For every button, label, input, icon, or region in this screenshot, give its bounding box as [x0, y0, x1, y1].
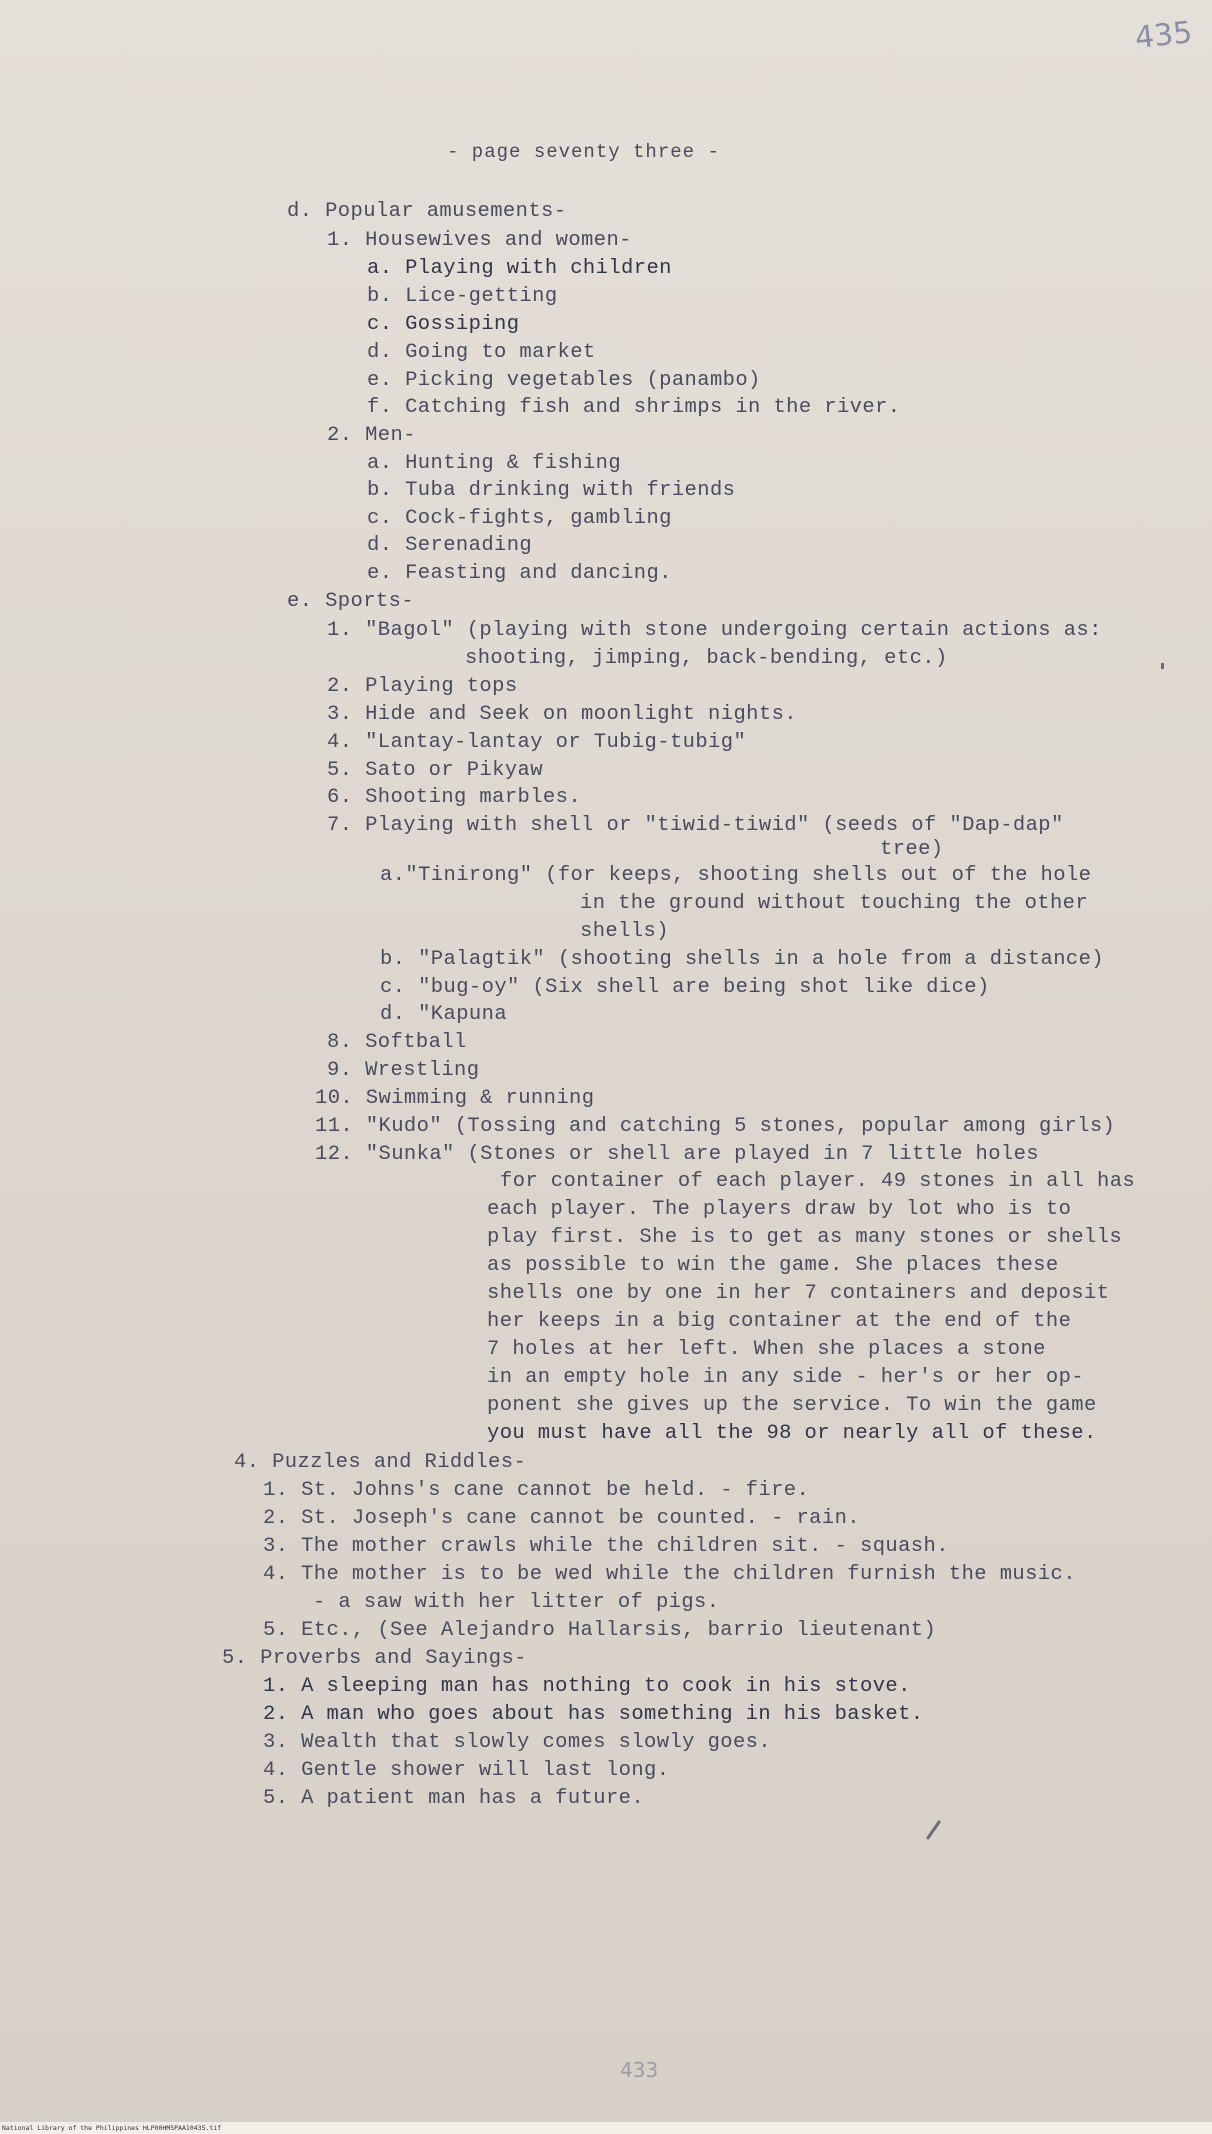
- list-item-continuation: tree): [880, 838, 944, 861]
- paragraph-line: 7 holes at her left. When she places a stone: [487, 1338, 1046, 1361]
- pen-mark: [926, 1820, 941, 1840]
- list-item: 9. Wrestling: [327, 1059, 480, 1082]
- pen-mark: [1161, 663, 1164, 669]
- list-item: b. Lice-getting: [367, 285, 558, 308]
- list-item: 5. Sato or Pikyaw: [327, 759, 543, 782]
- list-item: 6. Shooting marbles.: [327, 786, 582, 809]
- archive-footer: National Library of the Philippines HLP00HM5PAA10435.tif: [0, 2122, 1212, 2134]
- paragraph-line: each player. The players draw by lot who is to: [487, 1198, 1072, 1221]
- list-item: 5. Etc., (See Alejandro Hallarsis, barrio lieutenant): [263, 1619, 937, 1642]
- list-item: 1. A sleeping man has nothing to cook in his stove.: [263, 1675, 911, 1698]
- list-item-continuation: shooting, jimping, back-bending, etc.): [465, 647, 948, 670]
- list-item: 4. The mother is to be wed while the children furnish the music.: [263, 1563, 1076, 1586]
- paragraph-line: you must have all the 98 or nearly all of these.: [487, 1422, 1097, 1445]
- handwritten-page-number: 435: [1133, 15, 1194, 56]
- paragraph-line: ponent she gives up the service. To win the game: [487, 1394, 1097, 1417]
- list-item: 7. Playing with shell or "tiwid-tiwid" (seeds of "Dap-dap": [327, 814, 1064, 837]
- list-item: b. "Palagtik" (shooting shells in a hole from a distance): [380, 948, 1105, 971]
- paragraph-line: shells one by one in her 7 containers and deposit: [487, 1282, 1110, 1305]
- list-item: c. Cock-fights, gambling: [367, 507, 672, 530]
- list-item: 11. "Kudo" (Tossing and catching 5 stones, popular among girls): [315, 1115, 1116, 1138]
- page-header: - page seventy three -: [447, 141, 720, 163]
- list-item-continuation: - a saw with her litter of pigs.: [313, 1591, 720, 1614]
- stamp-number: 433: [620, 2058, 659, 2082]
- paragraph-line: as possible to win the game. She places these: [487, 1254, 1059, 1277]
- section-4-heading: 4. Puzzles and Riddles-: [234, 1451, 527, 1474]
- paragraph-line: for container of each player. 49 stones in all has: [500, 1170, 1136, 1193]
- list-item: 10. Swimming & running: [315, 1087, 595, 1110]
- section-5-heading: 5. Proverbs and Sayings-: [222, 1647, 527, 1670]
- list-item: a. Hunting & fishing: [367, 452, 622, 475]
- section-d-heading: d. Popular amusements-: [287, 200, 567, 223]
- list-item: 1. Housewives and women-: [327, 229, 632, 252]
- paragraph-line: her keeps in a big container at the end of the: [487, 1310, 1072, 1333]
- list-item: 4. "Lantay-lantay or Tubig-tubig": [327, 731, 747, 754]
- list-item: 4. Gentle shower will last long.: [263, 1759, 670, 1782]
- list-item: 2. St. Joseph's cane cannot be counted. - rain.: [263, 1507, 860, 1530]
- list-item: 1. "Bagol" (playing with stone undergoing certain actions as:: [327, 619, 1102, 642]
- list-item: 5. A patient man has a future.: [263, 1787, 645, 1810]
- list-item: 8. Softball: [327, 1031, 467, 1054]
- list-item: a. Playing with children: [367, 257, 672, 280]
- paragraph-line: play first. She is to get as many stones or shells: [487, 1226, 1123, 1249]
- list-item: e. Picking vegetables (panambo): [367, 369, 761, 392]
- list-item: d. Going to market: [367, 341, 596, 364]
- list-item: 3. The mother crawls while the children sit. - squash.: [263, 1535, 949, 1558]
- list-item: a."Tinirong" (for keeps, shooting shells out of the hole: [380, 864, 1092, 887]
- list-item: d. "Kapuna: [380, 1003, 508, 1026]
- list-item: 2. A man who goes about has something in his basket.: [263, 1703, 924, 1726]
- list-item: 3. Wealth that slowly comes slowly goes.: [263, 1731, 772, 1754]
- section-e-heading: e. Sports-: [287, 590, 415, 613]
- list-item: 2. Playing tops: [327, 675, 518, 698]
- list-item: c. "bug-oy" (Six shell are being shot like dice): [380, 976, 990, 999]
- list-item: c. Gossiping: [367, 313, 520, 336]
- list-item-continuation: in the ground without touching the other: [580, 892, 1089, 915]
- list-item: f. Catching fish and shrimps in the river.: [367, 396, 901, 419]
- list-item: 1. St. Johns's cane cannot be held. - fire.: [263, 1479, 810, 1502]
- list-item: 3. Hide and Seek on moonlight nights.: [327, 703, 797, 726]
- list-item-continuation: shells): [580, 920, 669, 943]
- list-item: b. Tuba drinking with friends: [367, 479, 736, 502]
- list-item: d. Serenading: [367, 534, 533, 557]
- list-item: 2. Men-: [327, 424, 416, 447]
- list-item: e. Feasting and dancing.: [367, 562, 672, 585]
- paragraph-line: in an empty hole in any side - her's or her op-: [487, 1366, 1084, 1389]
- list-item: 12. "Sunka" (Stones or shell are played in 7 little holes: [315, 1143, 1040, 1166]
